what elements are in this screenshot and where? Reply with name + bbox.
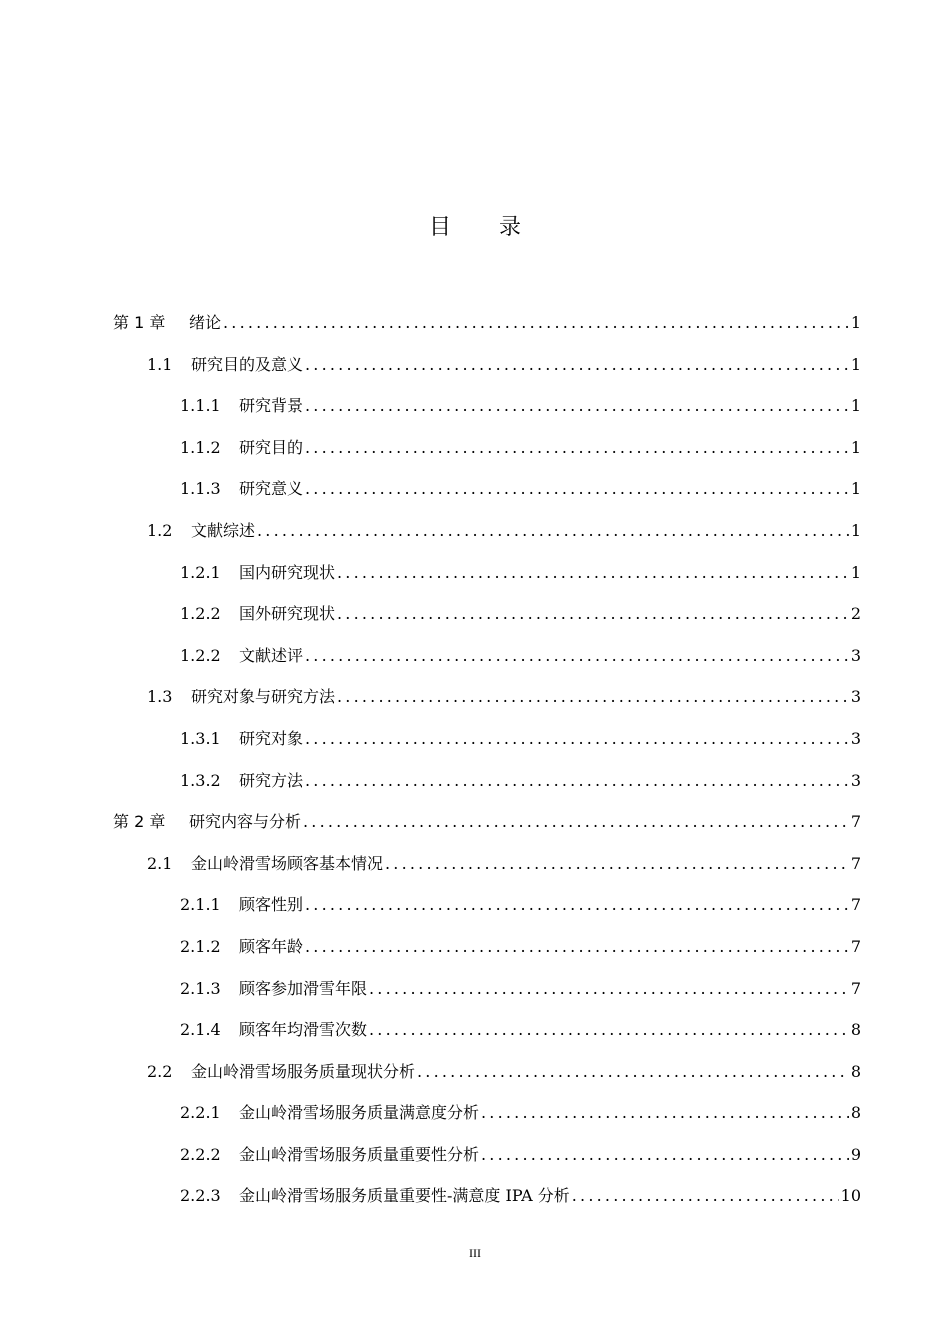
toc-entry-number: 第 1 章 [113, 313, 166, 332]
toc-entry[interactable] [113, 884, 861, 926]
toc-entry-page: 1 [850, 479, 861, 499]
toc-entry[interactable] [113, 552, 861, 594]
toc-dot-leader [305, 468, 849, 510]
toc-entry-page: 8 [850, 1020, 861, 1040]
toc-entry-page: 9 [850, 1144, 861, 1164]
footer-page-number: III [469, 1246, 481, 1260]
toc-entry[interactable] [113, 1009, 861, 1051]
toc-dot-leader [385, 843, 849, 885]
toc-entry-page: 7 [850, 853, 861, 873]
toc-entry[interactable] [113, 1175, 861, 1217]
toc-entry-number: 1.1.1 [180, 396, 221, 416]
toc-dot-leader [572, 1175, 839, 1217]
toc-entry-title: 研究背景 [239, 396, 304, 416]
toc-entry[interactable] [113, 635, 861, 677]
toc-dot-leader [223, 302, 849, 344]
toc-dot-leader [305, 427, 849, 469]
toc-dot-leader [481, 1092, 849, 1134]
page-title [0, 210, 950, 241]
table-of-contents [113, 302, 861, 1217]
toc-entry[interactable] [113, 926, 861, 968]
toc-entry[interactable] [113, 1134, 861, 1176]
toc-entry-number: 2.2 [147, 1061, 173, 1081]
toc-entry-number: 2.1.4 [180, 1020, 221, 1040]
toc-entry[interactable] [113, 1092, 861, 1134]
toc-entry-number: 2.2.2 [180, 1144, 221, 1164]
toc-entry-page: 3 [850, 728, 861, 748]
toc-entry-title: 金山岭滑雪场服务质量现状分析 [191, 1061, 416, 1081]
toc-entry[interactable] [113, 718, 861, 760]
toc-dot-leader [369, 1009, 849, 1051]
toc-entry-page: 7 [850, 978, 861, 998]
toc-entry-title: 国内研究现状 [239, 562, 336, 582]
toc-dot-leader [337, 552, 849, 594]
toc-entry-title: 研究对象与研究方法 [191, 687, 336, 707]
toc-entry-page: 1 [850, 354, 861, 374]
toc-entry-title: 研究意义 [239, 479, 304, 499]
toc-dot-leader [417, 1051, 849, 1093]
toc-entry-page: 1 [850, 520, 861, 540]
toc-entry-page: 1 [850, 396, 861, 416]
toc-entry-page: 8 [850, 1061, 861, 1081]
toc-entry-title: 研究目的 [239, 437, 304, 457]
toc-entry-page: 2 [850, 604, 861, 624]
title-char-2: 录 [499, 215, 522, 240]
toc-dot-leader [337, 593, 849, 635]
toc-entry-title: 顾客性别 [239, 895, 304, 915]
toc-entry-number: 1.3 [147, 687, 173, 707]
toc-entry-title: 顾客年均滑雪次数 [239, 1020, 368, 1040]
toc-entry-number: 1.3.2 [180, 770, 221, 790]
toc-entry-title: 顾客年龄 [239, 936, 304, 956]
toc-entry-number: 1.1.3 [180, 479, 221, 499]
toc-entry-page: 8 [850, 1103, 861, 1123]
toc-entry-number: 1.2.2 [180, 645, 221, 665]
toc-dot-leader [305, 344, 849, 386]
toc-dot-leader [303, 801, 849, 843]
toc-entry-number: 1.2.2 [180, 604, 221, 624]
toc-entry-number: 2.1.3 [180, 978, 221, 998]
title-char-1: 目 [428, 215, 451, 240]
toc-entry-title: 研究目的及意义 [191, 354, 304, 374]
toc-entry-title: 金山岭滑雪场服务质量重要性分析 [239, 1144, 480, 1164]
toc-dot-leader [305, 760, 849, 802]
toc-entry-title: 研究方法 [239, 770, 304, 790]
toc-entry-page: 1 [850, 562, 861, 582]
toc-entry[interactable] [113, 385, 861, 427]
toc-dot-leader [337, 676, 849, 718]
toc-entry-title: 金山岭滑雪场顾客基本情况 [191, 853, 384, 873]
toc-entry[interactable] [113, 968, 861, 1010]
toc-entry[interactable] [113, 760, 861, 802]
toc-entry-number: 1.1.2 [180, 437, 221, 457]
toc-entry-number: 2.1.2 [180, 936, 221, 956]
toc-entry-title: 文献述评 [239, 645, 304, 665]
toc-entry[interactable] [113, 676, 861, 718]
toc-entry-page: 10 [840, 1186, 861, 1206]
toc-dot-leader [305, 635, 849, 677]
toc-entry-page: 3 [850, 687, 861, 707]
toc-dot-leader [257, 510, 849, 552]
toc-entry-number: 2.2.3 [180, 1186, 221, 1206]
toc-entry[interactable] [113, 468, 861, 510]
toc-entry-number: 1.2 [147, 520, 173, 540]
toc-dot-leader [305, 718, 849, 760]
toc-entry-title: 研究对象 [239, 728, 304, 748]
toc-entry-number: 2.1.1 [180, 895, 221, 915]
toc-entry-title: 绪论 [189, 313, 222, 332]
toc-entry[interactable] [113, 510, 861, 552]
toc-entry[interactable] [113, 1051, 861, 1093]
toc-entry[interactable] [113, 843, 861, 885]
toc-entry-number: 2.2.1 [180, 1103, 221, 1123]
toc-entry-page: 7 [850, 936, 861, 956]
toc-entry-number: 第 2 章 [113, 812, 166, 832]
toc-entry-number: 1.1 [147, 354, 173, 374]
toc-entry-number: 1.2.1 [180, 562, 221, 582]
toc-entry-title: 金山岭滑雪场服务质量重要性-满意度 IPA 分析 [239, 1186, 570, 1206]
toc-entry-title: 国外研究现状 [239, 604, 336, 624]
toc-entry-title: 研究内容与分析 [189, 812, 302, 832]
toc-entry-title: 文献综述 [191, 520, 256, 540]
toc-dot-leader [305, 926, 849, 968]
toc-entry[interactable] [113, 801, 861, 843]
toc-entry-title: 金山岭滑雪场服务质量满意度分析 [239, 1103, 480, 1123]
toc-dot-leader [305, 385, 849, 427]
toc-entry-title: 顾客参加滑雪年限 [239, 978, 368, 998]
toc-entry-page: 1 [850, 437, 861, 457]
toc-entry-number: 1.3.1 [180, 728, 221, 748]
toc-entry[interactable] [113, 302, 861, 344]
toc-entry-page: 1 [850, 313, 861, 332]
toc-dot-leader [369, 968, 849, 1010]
toc-entry[interactable] [113, 593, 861, 635]
toc-entry-page: 3 [850, 770, 861, 790]
toc-entry-page: 7 [850, 812, 861, 832]
toc-dot-leader [481, 1134, 849, 1176]
toc-dot-leader [305, 884, 849, 926]
toc-entry-page: 7 [850, 895, 861, 915]
toc-entry[interactable] [113, 344, 861, 386]
toc-entry-page: 3 [850, 645, 861, 665]
toc-entry[interactable] [113, 427, 861, 469]
toc-entry-number: 2.1 [147, 853, 173, 873]
